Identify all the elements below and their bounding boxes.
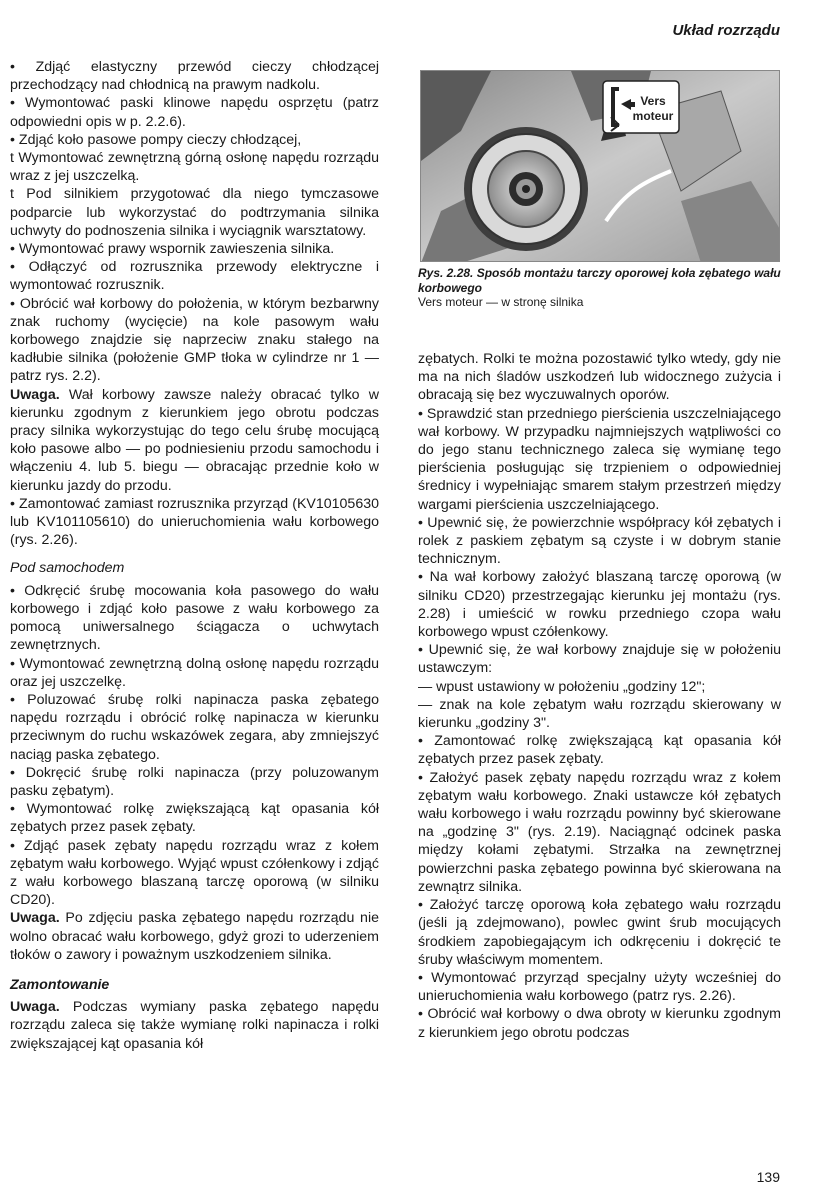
section-title: Układ rozrządu [672,22,780,39]
paragraph: • Wymontować przyrząd specjalny użyty wcześniej do unieruchomienia wału korbowego (patrz rys. 2.26). [418,969,781,1005]
right-column [418,350,781,1042]
note-label: Uwaga. [10,910,60,927]
paragraph: • Poluzować śrubę rolki napinacza paska zębatego napędu rozrządu i obrócić rolkę napinacza w kierunku przeciwnym do ruchu wskazówek zegara, aby zmniejszyć naciąg paska zębatego. [10,691,379,763]
paragraph: • Upewnić się, że wał korbowy znajduje się w położeniu ustawczym: [418,642,781,677]
paragraph: • Założyć tarczę oporową koła zębatego wału rozrządu (jeśli ją zdejmowano), powlec gwint śrub mocujących środkiem zapobiegającym ich odkręceniu i dokręcić te śruby właściwym momentem. [418,897,781,968]
paragraph: • Wymontować prawy wspornik zawieszenia silnika. [10,241,335,258]
paragraph: — znak na kole zębatym wału rozrządu skierowany w kierunku „godziny 3". [418,696,781,732]
paragraph: t Pod silnikiem przygotować dla niego tymczasowe podparcie lub wykorzystać do podtrzymania silnika uchwyty do podnoszenia silnika i wyciągnik warsztatowy. [10,186,379,239]
figure-label-line1: Vers [640,94,666,108]
paragraph: zębatych. Rolki te można pozostawić tylko wtedy, gdy nie ma na nich śladów uszkodzeń lub widocznego zużycia i obracają się bez wyczuwalnych oporów. [418,351,781,404]
note-text: Po zdjęciu paska zębatego napędu rozrządu nie wolno obracać wału korbowego, gdyż grozi to uderzeniem tłoków o zawory i poważnym uszkodzeniem silnika. [10,910,379,963]
paragraph: • Zamontować rolkę zwiększającą kąt opasania kół zębatych przez pasek zębaty. [418,733,781,768]
paragraph: — wpust ustawiony w położeniu „godziny 12"; [418,678,706,695]
paragraph: • Obrócić wał korbowy o dwa obroty w kierunku zgodnym z kierunkiem jego obrotu podczas [418,1006,781,1041]
note-text: Podczas wymiany paska zębatego napędu rozrządu zaleca się także wymianę rolki napinacza i rolki zwiększającej kąt opasania kół [10,999,379,1052]
paragraph: • Na wał korbowy założyć blaszaną tarczę oporową (w silniku CD20) przestrzegając kierunku jej montażu (rys. 2.28) i umieścić w rowku przedniego czopa wału korbowego wpust czółenkowy. [418,569,781,641]
page-number: 139 [756,1169,780,1185]
paragraph: • Upewnić się, że powierzchnie współpracy kół zębatych i rolek z paskiem zębatym są czyste i w dobrym stanie technicznym. [418,514,781,568]
subheading: Zamontowanie [10,976,110,993]
paragraph: • Zdjąć koło pasowe pompy cieczy chłodzącej, [10,131,302,148]
subheading: Pod samochodem [10,560,125,577]
figure-caption [418,266,788,310]
paragraph: • Obrócić wał korbowy do położenia, w którym bezbarwny znak ruchomy (wycięcie) na kole pasowym wału korbowego znajdzie się naprzeciw znaku stałego na kadłubie silnika (położenie GMP tłoka w cylindrze nr 1 — patrz rys. 2.2). [10,295,379,385]
paragraph: • Wymontować rolkę zwiększającą kąt opasania kół zębatych przez pasek zębaty. [10,801,379,836]
paragraph: • Odłączyć od rozrusznika przewody elektryczne i wymontować rozrusznik. [10,259,379,294]
paragraph: • Zdjąć pasek zębaty napędu rozrządu wraz z kołem zębatym wału korbowego. Wyjąć wpust czółenkowy i zdjąć z wału korbowego blaszaną tarczę oporową (w silniku CD20). [10,837,379,909]
paragraph: • Założyć pasek zębaty napędu rozrządu wraz z kołem zębatym wału korbowego. Znaki ustawcze kół zębatych wału korbowego i wału rozrządu powinny być skierowane na „godzinę 3" (rys. 2.19). Naciągnąć odcinek paska między kołami zębatymi. Strzałka na zewnętrznej powierzchni paska zębatego powinna być skierowana na zewnątrz silnika. [418,769,781,895]
figure-image [420,70,780,262]
caption-text: Vers moteur — w stronę silnika [418,295,584,309]
paragraph: • Wymontować zewnętrzną dolną osłonę napędu rozrządu oraz jej uszczelkę. [10,655,379,690]
note-text: Wał korbowy zawsze należy obracać tylko w kierunku zgodnym z kierunkiem jego obrotu podczas pracy silnika wykorzystując do tego celu śrubę mocującą koło pasowe albo — po podniesieniu przodu samochodu i włączeniu 4. lub 5. biegu — obracając przednie koło w kierunku jazdy do przodu. [10,386,379,494]
note-paragraph [10,998,379,1053]
caption-title: Rys. 2.28. Sposób montażu tarczy oporowej koła zębatego wału korbowego [418,266,781,295]
paragraph: • Wymontować paski klinowe napędu osprzętu (patrz odpowiedni opis w p. 2.2.6). [10,95,379,130]
paragraph: • Zdjąć elastyczny przewód cieczy chłodzącej przechodzący nad chłodnicą na prawym nadkolu. [10,59,379,94]
paragraph: • Sprawdzić stan przedniego pierścienia uszczelniającego wał korbowy. W przypadku najmniejszych wątpliwości co do jego stanu technicznego zaleca się wymianę tego pierścienia posługując się trzpieniem o odpowiedniej średnicy i wypełniając smarem stałym przestrzeń między wargami pierścienia uszczelniającego. [418,405,782,513]
left-column [10,58,379,1053]
figure-label-line2: moteur [632,109,674,123]
note-label: Uwaga. [10,386,60,403]
engine-illustration [421,71,780,262]
paragraph: • Dokręcić śrubę rolki napinacza (przy poluzowanym pasku zębatym). [10,764,379,799]
paragraph: • Odkręcić śrubę mocowania koła pasowego do wału korbowego i zdjąć koło pasowe z wału korbowego za pomocą uniwersalnego ściągacza o uchwytach zewnętrznych. [10,582,379,654]
note-paragraph [10,909,379,964]
note-paragraph [10,386,379,495]
paragraph: • Zamontować zamiast rozrusznika przyrząd (KV10105630 lub KV101105610) do unieruchomienia wału korbowego (rys. 2.26). [10,495,379,549]
note-label: Uwaga. [10,999,60,1016]
paragraph: t Wymontować zewnętrzną górną osłonę napędu rozrządu wraz z jej uszczelką. [10,150,379,185]
